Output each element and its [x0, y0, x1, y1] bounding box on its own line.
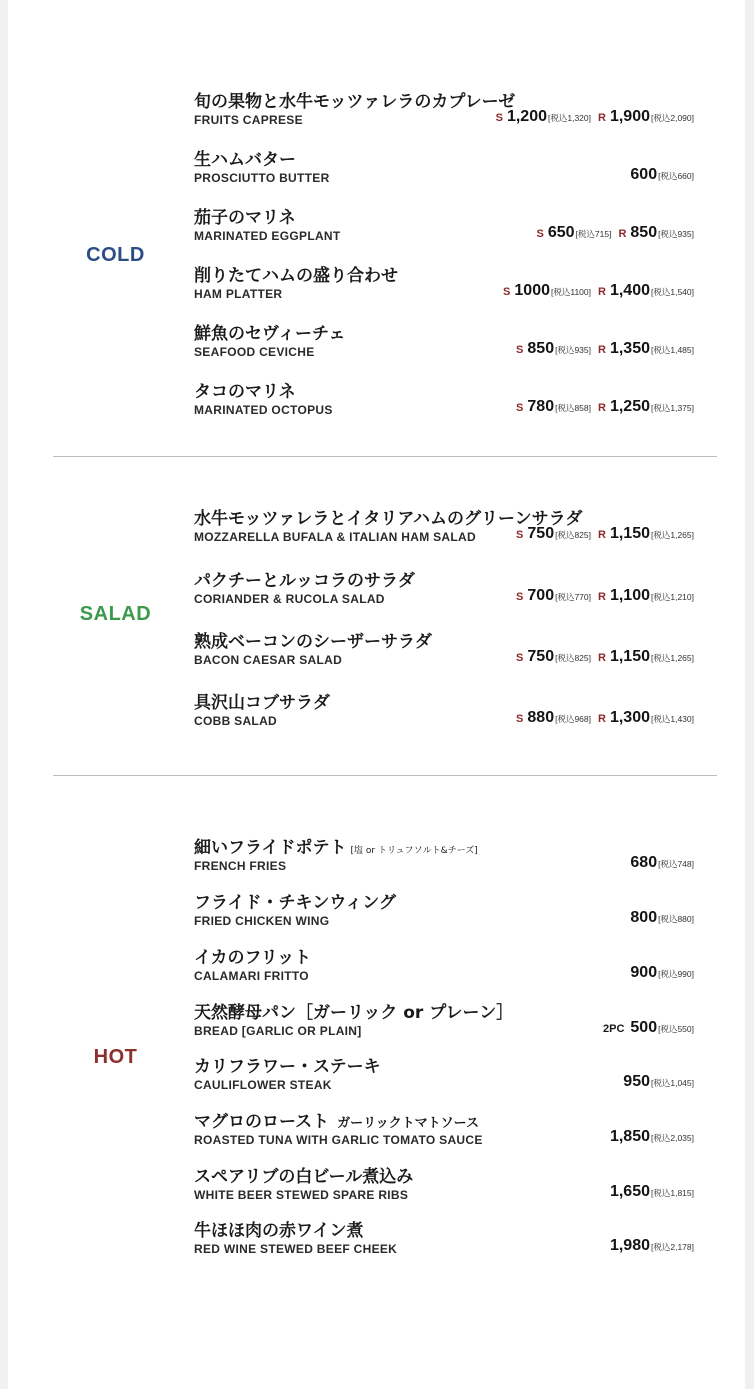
tax-small: [税込858] [555, 403, 591, 413]
tax-small: [税込1100] [550, 287, 591, 297]
tax-small: [税込715] [575, 229, 612, 239]
item-name-jp: 牛ほほ肉の赤ワイン煮 [194, 1221, 364, 1241]
menu-item [194, 261, 694, 309]
item-name-en: MOZZARELLA BUFALA & ITALIAN HAM SALAD [194, 530, 476, 544]
size-regular-label: R [598, 344, 606, 356]
size-small-label: S [516, 344, 524, 356]
item-name-en: RED WINE STEWED BEEF CHEEK [194, 1242, 398, 1256]
item-name-en: SEAFOOD CEVICHE [194, 345, 315, 359]
item-name-jp-text: 細いフライドポテト [194, 838, 347, 858]
tax-small: [税込1,320] [548, 113, 591, 123]
tax-regular: [税込1,485] [651, 345, 694, 355]
price-single: 1,650 [609, 1183, 650, 1200]
item-note: [塩 or トリュフソルト&チーズ] [350, 846, 478, 856]
size-small-label: S [516, 591, 524, 603]
size-regular-label: R [598, 112, 606, 124]
price-small: 750 [527, 525, 555, 542]
menu-item [194, 998, 694, 1046]
menu-item [194, 833, 694, 881]
tax-regular: [税込1,430] [651, 714, 694, 724]
price-small: 650 [547, 224, 575, 241]
item-name-jp: イカのフリット [194, 948, 312, 968]
section-label-hot: HOT [93, 1046, 138, 1068]
tax-small: [税込770] [555, 592, 591, 602]
price-regular: 1,300 [609, 709, 650, 726]
item-name-en: MARINATED EGGPLANT [194, 229, 341, 243]
menu-item [194, 627, 694, 675]
item-name-en: FRUITS CAPRESE [194, 113, 303, 127]
item-name-jp: パクチーとルッコラのサラダ [194, 571, 415, 591]
price-regular: 1,100 [609, 587, 650, 604]
size-small-label: S [516, 713, 524, 725]
price-small: 1000 [514, 282, 550, 299]
item-price [610, 1183, 694, 1201]
tax-single: [税込550] [658, 1024, 694, 1034]
item-name-en: CALAMARI FRITTO [194, 969, 309, 983]
menu-item [194, 203, 694, 251]
section-divider [53, 456, 717, 457]
size-regular-label: R [618, 228, 627, 240]
price-regular: 850 [630, 224, 658, 241]
tax-regular: [税込1,265] [651, 653, 694, 663]
section-label-cold: COLD [86, 244, 145, 266]
menu-item [194, 688, 694, 736]
item-price [516, 340, 694, 358]
size-regular-label: R [598, 402, 606, 414]
menu-item [194, 1052, 694, 1100]
menu-item [194, 1162, 694, 1210]
price-regular: 1,400 [609, 282, 650, 299]
price-single: 900 [630, 964, 658, 981]
size-regular-label: R [598, 652, 606, 664]
item-name-jp: タコのマリネ [194, 382, 296, 402]
item-name-jp: 旬の果物と水牛モッツァレラのカプレーゼ [194, 92, 516, 112]
item-price [610, 1128, 694, 1146]
item-price [516, 398, 694, 416]
tax-single: [税込2,035] [651, 1133, 694, 1143]
item-name-en: MARINATED OCTOPUS [194, 403, 333, 417]
item-name-jp: 削りたてハムの盛り合わせ [194, 266, 398, 286]
menu-item [194, 87, 694, 135]
price-single: 950 [623, 1073, 650, 1090]
item-name-jp: 茄子のマリネ [194, 208, 296, 228]
size-regular-label: R [598, 591, 606, 603]
menu-item [194, 377, 694, 425]
item-name-en: FRENCH FRIES [194, 859, 287, 873]
tax-single: [税込748] [658, 859, 694, 869]
item-price [516, 709, 694, 727]
item-price [630, 909, 694, 927]
tax-small: [税込968] [555, 714, 591, 724]
menu-item [194, 1107, 694, 1155]
menu-item [194, 566, 694, 614]
price-small: 780 [527, 398, 555, 415]
price-single: 680 [630, 854, 658, 871]
item-name-jp: カリフラワー・ステーキ [194, 1057, 381, 1077]
price-small: 750 [527, 648, 555, 665]
tax-regular: [税込2,090] [651, 113, 694, 123]
item-price [630, 854, 694, 872]
menu-item [194, 504, 694, 552]
item-name-en: BREAD [GARLIC OR PLAIN] [194, 1024, 362, 1038]
item-price [516, 587, 694, 605]
item-price [496, 108, 694, 126]
menu-sheet [8, 0, 745, 1389]
item-price [536, 224, 694, 242]
menu-item [194, 888, 694, 936]
price-small: 1,200 [506, 108, 547, 125]
item-name-en: CORIANDER & RUCOLA SALAD [194, 592, 385, 606]
tax-single: [税込1,045] [651, 1078, 694, 1088]
item-name-jp: 水牛モッツァレラとイタリアハムのグリーンサラダ [194, 509, 583, 529]
menu-item [194, 319, 694, 367]
item-name-en: HAM PLATTER [194, 287, 283, 301]
piece-count: 2PC [602, 1023, 625, 1035]
tax-single: [税込660] [658, 171, 694, 181]
item-name-jp: 熟成ベーコンのシーザーサラダ [194, 632, 432, 652]
item-price [630, 166, 694, 184]
price-small: 700 [527, 587, 555, 604]
price-single: 1,850 [609, 1128, 650, 1145]
item-name-jp: スペアリブの白ビール煮込み [194, 1167, 414, 1187]
item-price [630, 964, 694, 982]
tax-small: [税込825] [555, 530, 591, 540]
item-name-jp-text: マグロのロースト [194, 1112, 330, 1132]
size-regular-label: R [598, 713, 606, 725]
item-name-en: PROSCIUTTO BUTTER [194, 171, 330, 185]
size-small-label: S [536, 228, 544, 240]
item-price [603, 1019, 694, 1037]
price-single: 500 [630, 1019, 658, 1036]
size-small-label: S [516, 402, 524, 414]
price-single: 600 [630, 166, 658, 183]
item-name-jp: 生ハムバター [194, 150, 296, 170]
item-name-jp: 鮮魚のセヴィーチェ [194, 324, 346, 344]
size-small-label: S [495, 112, 503, 124]
item-name-jp [194, 833, 478, 858]
item-name-en: CAULIFLOWER STEAK [194, 1078, 332, 1092]
price-single: 800 [630, 909, 658, 926]
item-name-en: BACON CAESAR SALAD [194, 653, 343, 667]
item-name-jp: 天然酵母パン［ガーリック or プレーン］ [194, 1003, 514, 1023]
tax-single: [税込2,178] [651, 1242, 694, 1252]
size-small-label: S [516, 529, 524, 541]
size-small-label: S [516, 652, 524, 664]
item-note: ガーリックトマトソース [337, 1116, 479, 1131]
menu-item [194, 943, 694, 991]
item-name-jp [194, 1107, 479, 1132]
item-name-jp: フライド・チキンウィング [194, 893, 396, 913]
section-label-salad: SALAD [79, 603, 152, 625]
item-name-jp: 具沢山コブサラダ [194, 693, 330, 713]
price-small: 850 [527, 340, 555, 357]
tax-regular: [税込1,375] [651, 403, 694, 413]
item-name-en: ROASTED TUNA WITH GARLIC TOMATO SAUCE [194, 1133, 483, 1147]
size-small-label: S [503, 286, 511, 298]
section-divider [53, 775, 717, 776]
tax-small: [税込825] [555, 653, 591, 663]
price-small: 880 [527, 709, 555, 726]
item-name-en: WHITE BEER STEWED SPARE RIBS [194, 1188, 409, 1202]
tax-single: [税込880] [658, 914, 694, 924]
price-regular: 1,250 [609, 398, 650, 415]
item-price [623, 1073, 694, 1091]
tax-regular: [税込1,210] [651, 592, 694, 602]
price-regular: 1,150 [609, 525, 650, 542]
item-name-en: FRIED CHICKEN WING [194, 914, 330, 928]
menu-item [194, 145, 694, 193]
price-regular: 1,900 [609, 108, 650, 125]
item-price [516, 525, 694, 543]
item-price [503, 282, 694, 300]
tax-regular: [税込1,540] [651, 287, 694, 297]
tax-regular: [税込1,265] [651, 530, 694, 540]
price-regular: 1,150 [609, 648, 650, 665]
item-price [610, 1237, 694, 1255]
tax-single: [税込1,815] [651, 1188, 694, 1198]
tax-single: [税込990] [658, 969, 694, 979]
item-name-en: COBB SALAD [194, 714, 277, 728]
tax-small: [税込935] [555, 345, 591, 355]
size-regular-label: R [598, 286, 606, 298]
item-price [516, 648, 694, 666]
price-regular: 1,350 [609, 340, 650, 357]
menu-item [194, 1216, 694, 1264]
tax-regular: [税込935] [658, 229, 694, 239]
price-single: 1,980 [609, 1237, 650, 1254]
size-regular-label: R [598, 529, 606, 541]
